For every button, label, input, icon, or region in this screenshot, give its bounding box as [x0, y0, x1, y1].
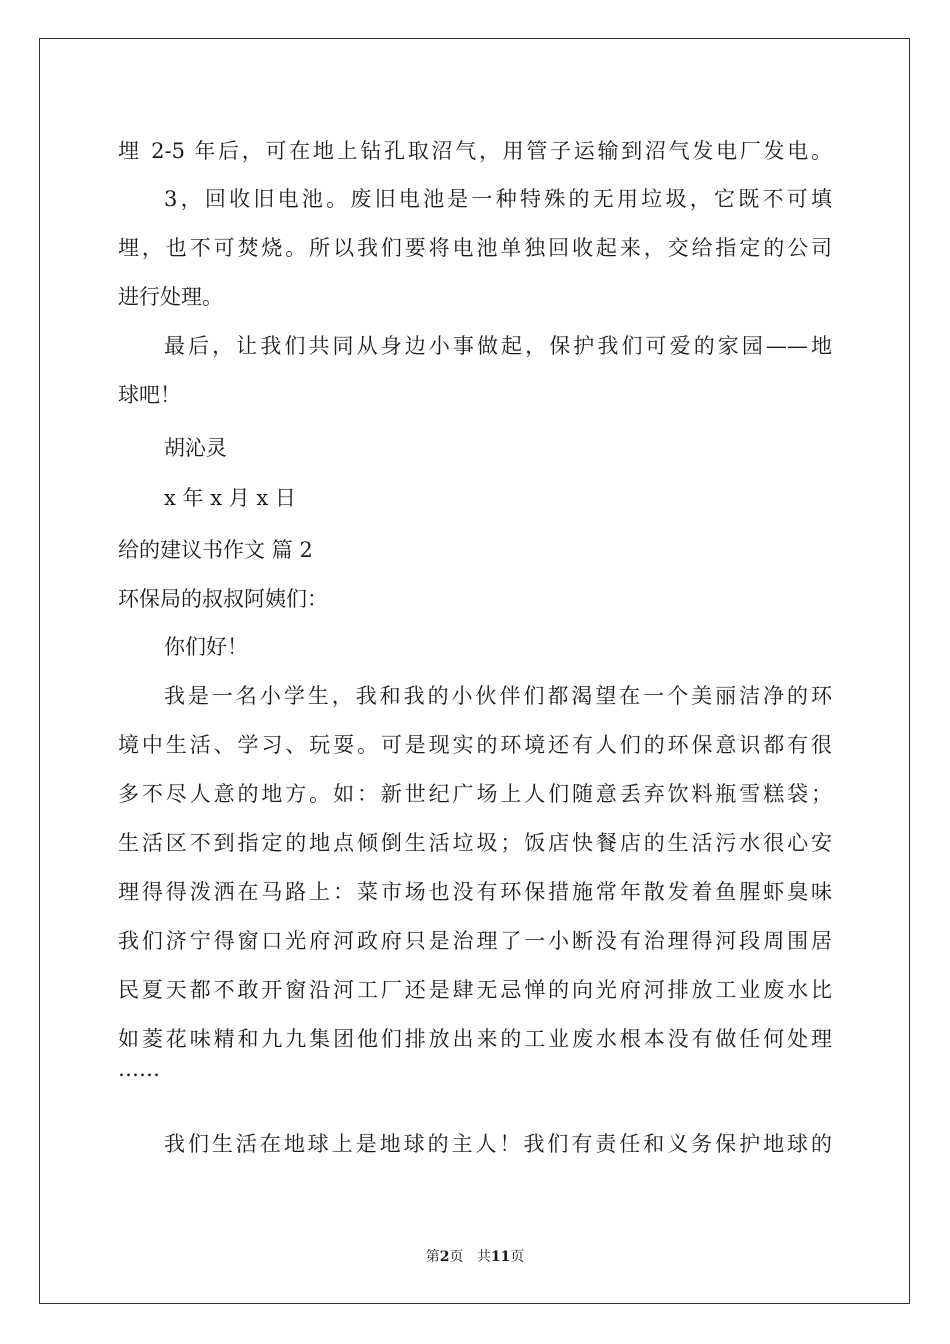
text-line: 境中生活、学习、玩耍。可是现实的环境还有人们的环保意识都有很: [118, 733, 832, 757]
text-line: 多不尽人意的地方。如：新世纪广场上人们随意丢弃饮料瓶雪糕袋；: [118, 782, 832, 806]
text-line: 我们生活在地球上是地球的主人！我们有责任和义务保护地球的: [164, 1132, 832, 1156]
salutation: 环保局的叔叔阿姨们：: [118, 587, 328, 611]
footer-total-suffix: 页: [510, 1249, 525, 1265]
section-heading: 给的建议书作文 篇 2: [118, 538, 313, 562]
text-line: 我们济宁得窗口光府河政府只是治理了一小断没有治理得河段周围居: [118, 929, 832, 953]
greeting: 你们好！: [164, 635, 248, 659]
text-line: 埋 2-5 年后，可在地上钻孔取沼气，用管子运输到沼气发电厂发电。: [118, 139, 832, 163]
footer-total-prefix: 共: [476, 1249, 491, 1265]
page-footer: [0, 1246, 950, 1266]
text-line: 民夏天都不敢开窗沿河工厂还是肆无忌惮的向光府河排放工业废水比: [118, 978, 832, 1002]
page-border: [39, 38, 910, 1304]
footer-page-number: 2: [439, 1249, 450, 1265]
text-line: 如菱花味精和九九集团他们排放出来的工业废水根本没有做任何处理: [118, 1027, 832, 1051]
footer-page-prefix: 第: [425, 1249, 440, 1265]
text-line: 生活区不到指定的地点倾倒生活垃圾；饭店快餐店的生活污水很心安: [118, 831, 832, 855]
signature-name: 胡沁灵: [164, 436, 227, 460]
text-line: 理得得泼洒在马路上：菜市场也没有环保措施常年散发着鱼腥虾臭味: [118, 880, 832, 904]
text-line: 最后，让我们共同从身边小事做起，保护我们可爱的家园——地: [164, 334, 832, 358]
text-line: 3，回收旧电池。废旧电池是一种特殊的无用垃圾，它既不可填: [164, 187, 832, 211]
text-line: 我是一名小学生，我和我的小伙伴们都渴望在一个美丽洁净的环: [164, 684, 832, 708]
date-line: x 年 x 月 x 日: [164, 486, 296, 510]
footer-page-suffix: 页: [449, 1249, 464, 1265]
text-line: 球吧！: [118, 383, 181, 407]
ellipsis-line: ……: [118, 1057, 160, 1081]
footer-total-pages: 11: [490, 1249, 511, 1265]
text-line: 埋，也不可焚烧。所以我们要将电池单独回收起来，交给指定的公司: [118, 236, 832, 260]
text-line: 进行处理。: [118, 285, 223, 309]
